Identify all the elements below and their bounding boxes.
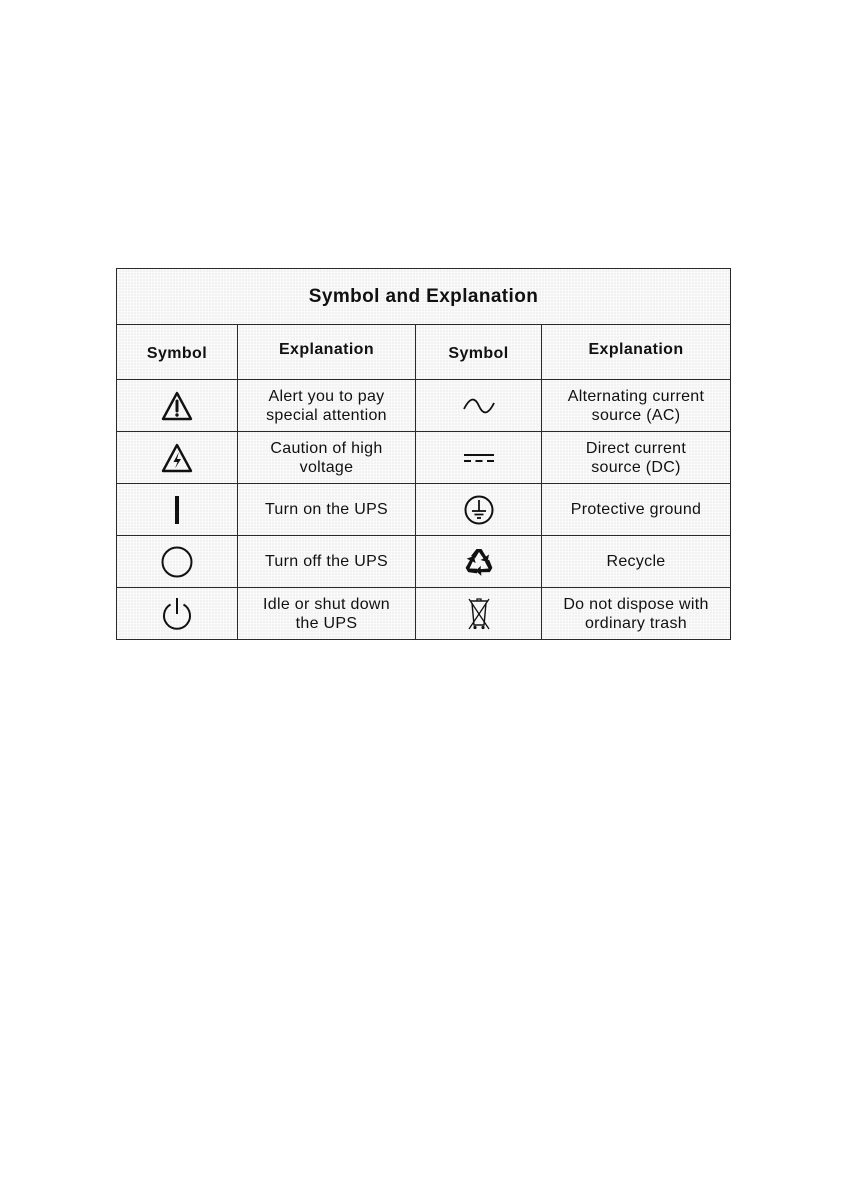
symbol-cell <box>416 536 542 588</box>
symbol-cell <box>117 484 238 536</box>
header-symbol-right: Symbol <box>416 325 542 380</box>
explanation-cell <box>542 536 731 588</box>
symbol-cell <box>416 588 542 640</box>
symbol-explanation-table <box>116 268 731 640</box>
explanation-text: Turn on the UPS <box>264 501 389 518</box>
explanation-cell <box>238 380 416 432</box>
explanation-cell <box>542 484 731 536</box>
alternating-current-icon <box>462 397 496 415</box>
explanation-text: Idle or shut down the UPS <box>263 595 390 632</box>
table-row <box>117 536 731 588</box>
symbol-cell <box>117 588 238 640</box>
explanation-cell <box>238 536 416 588</box>
explanation-text: Turn off the UPS <box>264 553 389 570</box>
explanation-cell <box>542 432 731 484</box>
direct-current-icon <box>462 451 496 465</box>
high-voltage-warning-icon <box>161 443 193 473</box>
explanation-cell <box>542 588 731 640</box>
standby-power-icon <box>160 595 194 633</box>
symbol-cell <box>117 380 238 432</box>
table-row <box>117 588 731 640</box>
symbol-cell <box>117 432 238 484</box>
explanation-cell <box>238 588 416 640</box>
explanation-text: Protective ground <box>570 501 702 518</box>
explanation-text: Recycle <box>606 553 666 570</box>
symbol-cell <box>416 380 542 432</box>
power-on-icon <box>172 494 182 526</box>
table-row <box>117 432 731 484</box>
crossed-out-bin-icon <box>466 595 492 633</box>
table-title: Symbol and Explanation <box>117 269 731 325</box>
explanation-cell <box>238 484 416 536</box>
table-row <box>117 380 731 432</box>
explanation-text: Alert you to pay special attention <box>266 387 387 424</box>
explanation-text: Caution of high voltage <box>270 439 383 476</box>
symbol-cell <box>416 432 542 484</box>
warning-exclamation-icon <box>161 391 193 421</box>
symbol-cell <box>416 484 542 536</box>
power-off-icon <box>160 545 194 579</box>
explanation-text: Do not dispose with ordinary trash <box>563 595 709 632</box>
explanation-cell <box>542 380 731 432</box>
header-explanation-left: Explanation <box>238 325 416 380</box>
header-explanation-right: Explanation <box>542 325 731 380</box>
symbol-cell <box>117 536 238 588</box>
header-symbol-left: Symbol <box>117 325 238 380</box>
explanation-text: Direct current source (DC) <box>585 439 687 476</box>
recycle-icon <box>463 546 495 578</box>
explanation-text: Alternating current source (AC) <box>567 387 705 424</box>
protective-ground-icon <box>463 494 495 526</box>
table-row <box>117 484 731 536</box>
explanation-cell <box>238 432 416 484</box>
